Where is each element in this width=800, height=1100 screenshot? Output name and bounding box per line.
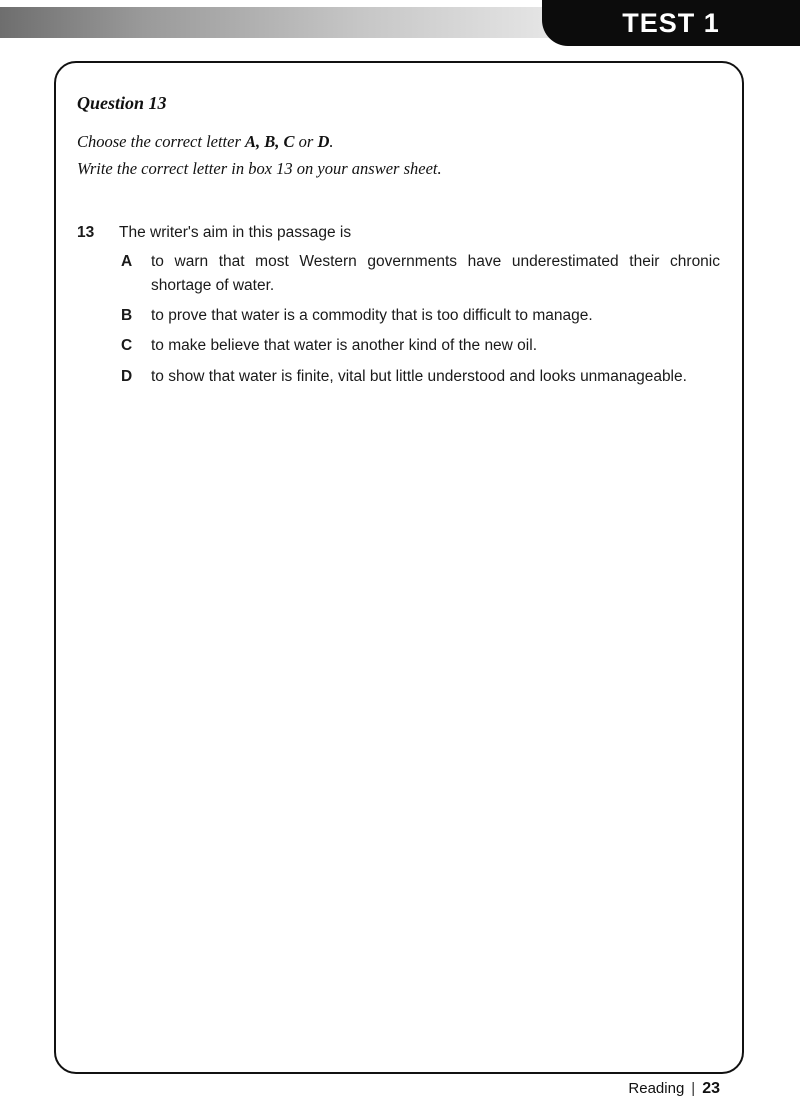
option-a-text: to warn that most Western governments have underestimated their chronic shortage of water. <box>151 253 720 295</box>
option-a <box>121 250 720 298</box>
option-b-letter: B <box>121 307 133 325</box>
instruction-period: . <box>329 132 334 151</box>
question-title: Question 13 <box>77 93 167 113</box>
question-instructions <box>77 128 720 182</box>
option-d <box>121 365 720 389</box>
question-box <box>54 61 744 1074</box>
option-d-letter: D <box>121 367 133 385</box>
options-list <box>121 250 720 388</box>
test-title: TEST 1 <box>622 7 720 38</box>
instruction-text: or <box>294 132 318 151</box>
option-c-letter: C <box>121 337 133 355</box>
option-b <box>121 304 720 328</box>
instruction-line-1 <box>77 128 720 155</box>
question-stem: The writer's aim in this passage is <box>119 224 352 242</box>
option-b-text: to prove that water is a commodity that is too difficult to manage. <box>151 307 593 325</box>
question-stem-row <box>77 224 720 242</box>
instruction-line-2: Write the correct letter in box 13 on your answer sheet. <box>77 159 442 179</box>
instruction-letter-d: D <box>317 132 330 151</box>
footer-section-label: Reading <box>628 1080 685 1097</box>
question-number: 13 <box>77 224 95 242</box>
instruction-letters: A, B, C <box>245 132 295 151</box>
option-a-letter: A <box>121 253 133 271</box>
option-c-text: to make believe that water is another kind of the new oil. <box>151 337 537 355</box>
page-footer <box>628 1080 720 1098</box>
option-c <box>121 334 720 358</box>
footer-page-number: 23 <box>702 1080 720 1097</box>
option-d-text: to show that water is finite, vital but little understood and looks unmanageable. <box>151 367 687 385</box>
test-title-tab <box>542 0 800 46</box>
footer-separator: | <box>691 1080 696 1097</box>
instruction-text: Choose the correct letter <box>77 132 246 151</box>
question-block <box>77 224 720 388</box>
